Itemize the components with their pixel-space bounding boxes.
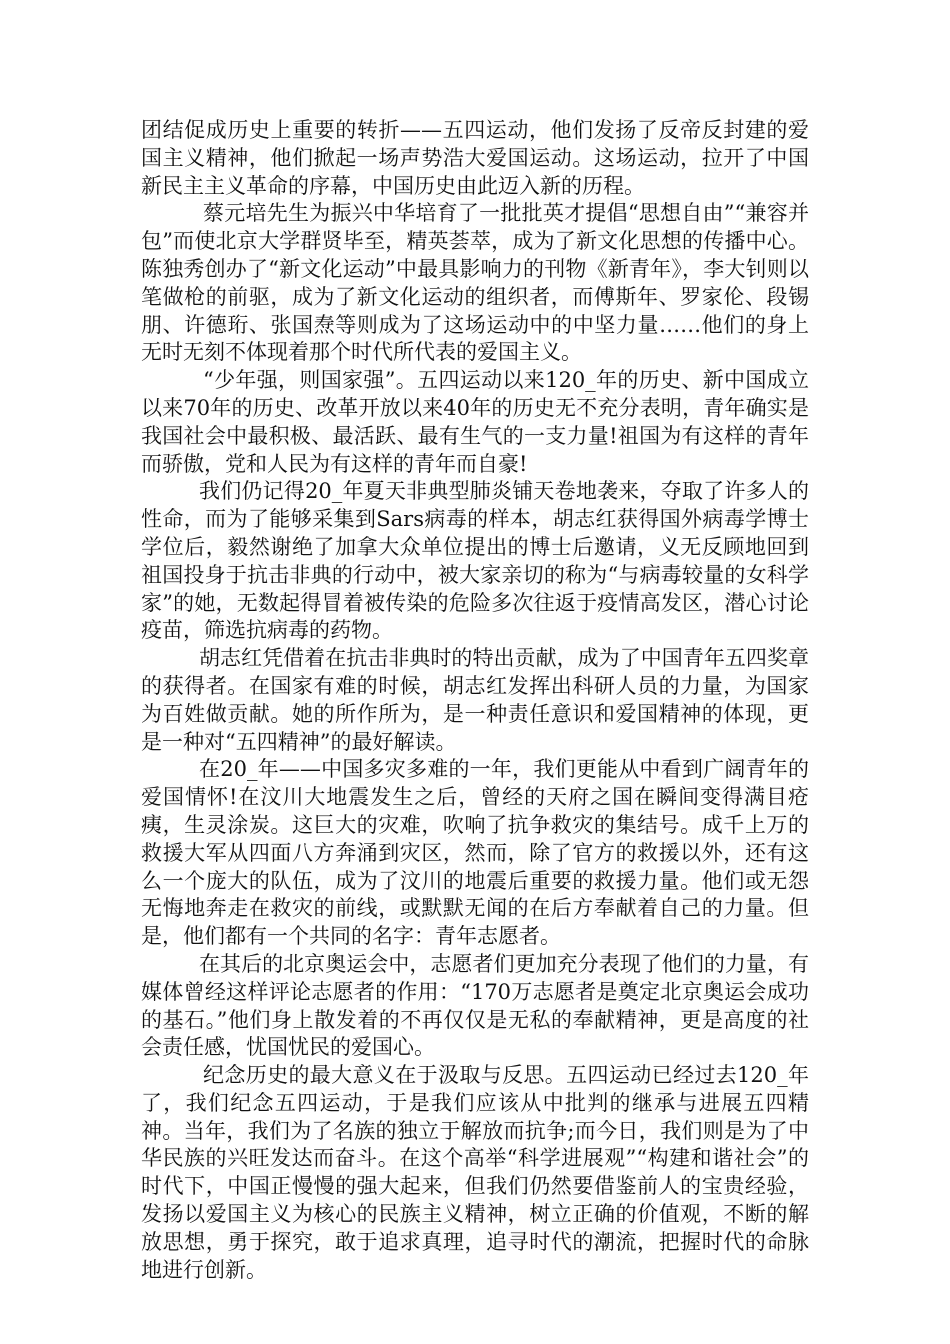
document-page (141, 117, 809, 1284)
paragraph-youth-strong: “少年强，则国家强”。五四运动以来120_年的历史、新中国成立以来70年的历史、改革开放以来40年的历史无不充分表明，青年确实是我国社会中最积极、最活跃、最有生气的一支力量!祖国为有这样的青年而骄傲，党和人民为有这样的青年而自豪! (141, 368, 809, 476)
paragraph-cai-yuanpei: 蔡元培先生为振兴中华培育了一批批英才提倡“思想自由”“兼容并包”而使北京大学群贤毕至，精英荟萃，成为了新文化思想的传播中心。陈独秀创办了“新文化运动”中最具影响力的刊物《新青年》，李大钊则以笔做枪的前驱，成为了新文化运动的组织者，而傅斯年、罗家伦、段锡朋、许德珩、张国焘等则成为了这场运动中的中坚力量……他们的身上无时无刻不体现着那个时代所代表的爱国主义。 (141, 201, 809, 365)
paragraph-olympics: 在其后的北京奥运会中，志愿者们更加充分表现了他们的力量，有媒体曾经这样评论志愿者的作用：“170万志愿者是奠定北京奥运会成功的基石。”他们身上散发着的不再仅仅是无私的奉献精神，更是高度的社会责任感，忧国忧民的爱国心。 (141, 951, 809, 1060)
paragraph-hu-zhihong: 胡志红凭借着在抗击非典时的特出贡献，成为了中国青年五四奖章的获得者。在国家有难的时候，胡志红发挥出科研人员的力量，为国家为百姓做贡献。她的所作所为，是一种责任意识和爱国精神的体现，更是一种对“五四精神”的最好解读。 (141, 646, 809, 754)
paragraph-wenchuan: 在20_年——中国多灾多难的一年，我们更能从中看到广阔青年的爱国情怀!在汶川大地震发生之后，曾经的天府之国在瞬间变得满目疮痍，生灵涂炭。这巨大的灾难，吹响了抗争救灾的集结号。成千上万的救援大军从四面八方奔涌到灾区，然而，除了官方的救援以外，还有这么一个庞大的队伍，成为了汶川的地震后重要的救援力量。他们或无怨无悔地奔走在救灾的前线，或默默无闻的在后方奉献着自己的力量。但是，他们都有一个共同的名字：青年志愿者。 (141, 757, 809, 949)
paragraph-sars: 我们仍记得20_年夏天非典型肺炎铺天卷地袭来，夺取了许多人的性命，而为了能够采集到Sars病毒的样本，胡志红获得国外病毒学博士学位后，毅然谢绝了加拿大众单位提出的博士后邀请，义无反顾地回到祖国投身于抗击非典的行动中，被大家亲切的称为“与病毒较量的女科学家”的她，无数起得冒着被传染的危险多次往返于疫情高发区，潜心讨论疫苗，筛选抗病毒的药物。 (141, 479, 809, 643)
paragraph-may-fourth-intro: 团结促成历史上重要的转折——五四运动，他们发扬了反帝反封建的爱国主义精神，他们掀起一场声势浩大爱国运动。这场运动，拉开了中国新民主主义革命的序幕，中国历史由此迈入新的历程。 (141, 118, 809, 198)
paragraph-conclusion: 纪念历史的最大意义在于汲取与反思。五四运动已经过去120_年了，我们纪念五四运动，于是我们应该从中批判的继承与进展五四精神。当年，我们为了名族的独立于解放而抗争;而今日，我们则是为了中华民族的兴旺发达而奋斗。在这个高举“科学进展观”“构建和谐社会”的时代下，中国正慢慢的强大起来，但我们仍然要借鉴前人的宝贵经验，发扬以爱国主义为核心的民族主义精神，树立正确的价值观，不断的解放思想，勇于探究，敢于追求真理，追寻时代的潮流，把握时代的命脉地进行创新。 (141, 1063, 809, 1282)
